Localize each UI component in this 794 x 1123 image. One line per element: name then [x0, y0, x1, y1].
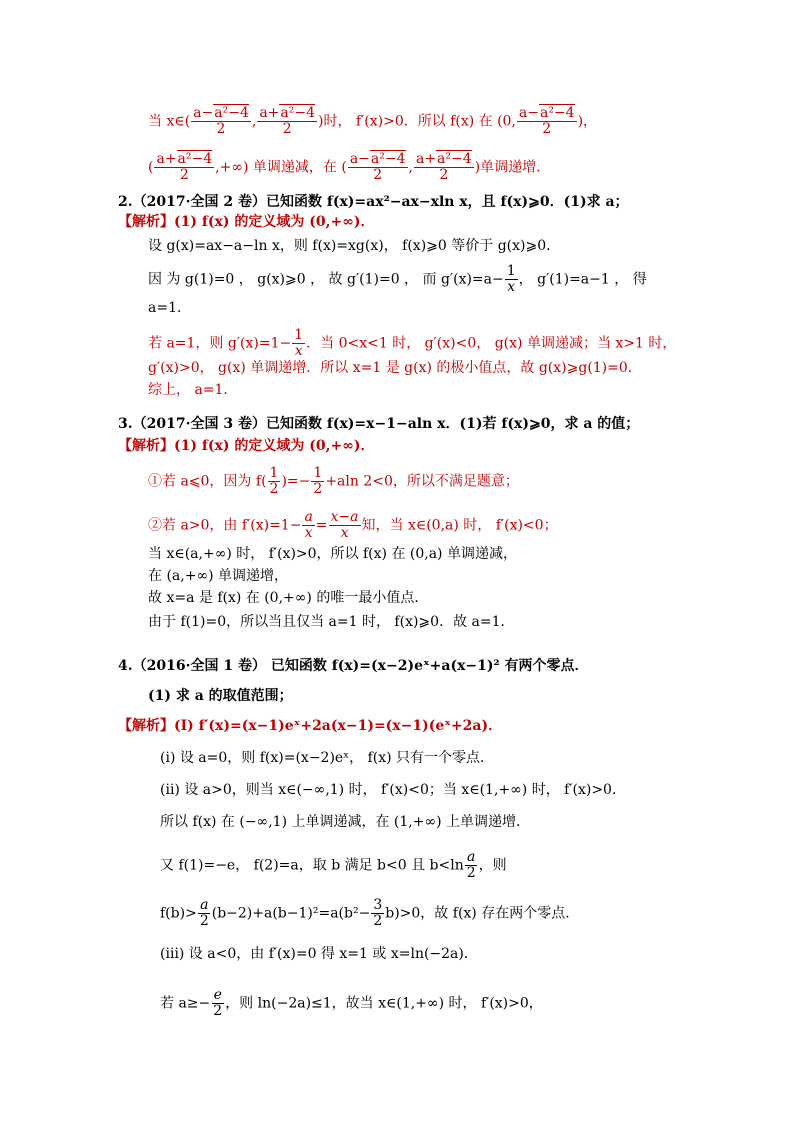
analysis-line: (ⅰ) 设 a=0，则 f(x)=(x−2)eˣ， f(x) 只有一个零点． [160, 750, 495, 766]
analysis-line: 故 x=a 是 f(x) 在 (0,+∞) 的唯一最小值点． [148, 590, 429, 606]
analysis-line: ②若 a>0，由 f′(x)=1− $\frac{a}{x}$ = $\frac{x-a}{x}$ 知，当 x∈(0,a) 时， f′(x)<0； [148, 509, 558, 541]
analysis-line: 当 x∈(a,+∞) 时， f′(x)>0，所以 f(x) 在 (0,a) 单调递减， [148, 546, 517, 562]
fraction: $\frac{\text{a+a²−4}}{2}$ [259, 105, 315, 137]
analysis-line: 【解析】(1) f(x) 的定义域为 (0,+∞)． [118, 438, 375, 454]
analysis-line: 【解析】(1) f(x) 的定义域为 (0,+∞)． [118, 214, 375, 230]
analysis-line: 设 g(x)=ax−a−ln x，则 f(x)=xg(x)， f(x)⩾0 等价于 g(x)⩾0． [148, 238, 561, 254]
problem-3-heading: 3.（2017·全国 3 卷）已知函数 f(x)=x−1−aln x．(1)若 f(x)⩾0，求 a 的值； [118, 416, 640, 432]
text-run: )单调递增． [474, 159, 551, 176]
fraction: $\frac{x-a}{x}$ [330, 509, 359, 541]
fraction: $\frac{e}{2}$ [213, 987, 223, 1019]
fraction: $\frac{3}{2}$ [373, 897, 383, 929]
analysis-line: a=1． [148, 300, 191, 316]
fraction: $\frac{1}{2}$ [313, 465, 323, 497]
text-run: )时， f′(x)>0．所以 f(x) 在 (0, [318, 113, 516, 130]
fraction: $\frac{a}{x}$ [304, 509, 313, 541]
fraction: $\frac{1}{2}$ [269, 465, 279, 497]
text-run: ( [148, 159, 154, 176]
fraction: $\frac{a}{2}$ [199, 897, 209, 929]
analysis-line: 所以 f(x) 在 (−∞,1) 上单调递减，在 (1,+∞) 上单调递增． [160, 814, 531, 830]
solution-line: 当 x∈( $\frac{\text{a−a²−4}}{2}$ , $\frac{\text{a+a²−4}}{2}$ )时， f′(x)>0．所以 f(x) 在 (0, $\frac{\text{a−a²−4}}{2}$ )， [148, 105, 598, 137]
fraction: $\frac{\text{a−a²−4}}{2}$ [349, 151, 406, 183]
fraction: $\frac{\text{a+a²−4}}{2}$ [415, 151, 472, 183]
fraction: $\frac{\text{a+a²−4}}{2}$ [156, 151, 213, 183]
analysis-line: 【解析】(Ⅰ) f′(x)=(x−1)eˣ+2a(x−1)=(x−1)(eˣ+2a)． [118, 718, 503, 734]
fraction: $\frac{\text{a−a²−4}}{2}$ [193, 105, 249, 137]
problem-4-heading: 4.（2016·全国 1 卷） 已知函数 f(x)=(x−2)eˣ+a(x−1)² 有两个零点． [118, 658, 589, 674]
analysis-line: (ⅱ) 设 a>0，则当 x∈(−∞,1) 时， f′(x)<0；当 x∈(1,+∞) 时， f′(x)>0． [160, 782, 626, 798]
analysis-line: 在 (a,+∞) 单调递增， [148, 568, 289, 584]
analysis-line: 若 a≥− $\frac{e}{2}$ ，则 ln(−2a)≤1，故当 x∈(1,+∞) 时， f′(x)>0， [160, 987, 543, 1019]
fraction: $\frac{\text{a−a²−4}}{2}$ [518, 105, 575, 137]
analysis-line: g′(x)>0， g(x) 单调递增．所以 x=1 是 g(x) 的极小值点，故 g(x)⩾g(1)=0． [148, 360, 642, 376]
solution-line: ( $\frac{\text{a+a²−4}}{2}$ ,+∞) 单调递减，在 ( $\frac{\text{a−a²−4}}{2}$ , $\frac{\text{a+a²−4}}{2}$ )单调递增． [148, 151, 551, 183]
analysis-line: f(b)> $\frac{a}{2}$ (b−2)+a(b−1)²=a(b²− $\frac{3}{2}$ b)>0，故 f(x) 存在两个零点． [160, 897, 580, 929]
fraction: $\frac{1}{x}$ [506, 263, 516, 295]
text-run: )， [577, 113, 598, 130]
problem-2-heading: 2.（2017·全国 2 卷）已知函数 f(x)=ax²−ax−xln x，且 f(x)⩾0．(1)求 a； [118, 194, 629, 210]
text-run: 当 x∈( [148, 113, 191, 130]
analysis-line: (ⅲ) 设 a<0，由 f′(x)=0 得 x=1 或 x=ln(−2a)． [160, 946, 478, 962]
fraction: $\frac{1}{x}$ [294, 327, 304, 359]
analysis-line: 若 a=1，则 g′(x)=1− $\frac{1}{x}$ ．当 0<x<1 时， g′(x)<0， g(x) 单调递减；当 x>1 时， [148, 327, 677, 359]
fraction: $\frac{a}{2}$ [466, 849, 476, 881]
analysis-line: 综上， a=1． [148, 382, 238, 398]
analysis-line: ①若 a⩽0，因为 f( $\frac{1}{2}$ )=− $\frac{1}{2}$ +aln 2<0，所以不满足题意； [148, 465, 519, 497]
problem-4-question: (1) 求 a 的取值范围； [148, 688, 293, 704]
text-run: ,+∞) 单调递减，在 ( [215, 159, 347, 176]
analysis-line: 由于 f(1)=0，所以当且仅当 a=1 时， f(x)⩾0．故 a=1． [148, 614, 515, 630]
analysis-line: 又 f(1)=−e， f(2)=a，取 b 满足 b<0 且 b<ln $\frac{a}{2}$ ，则 [160, 849, 507, 881]
analysis-line: 因 为 g(1)=0 ， g(x)⩾0 ， 故 g′(1)=0 ， 而 g′(x)=a− $\frac{1}{x}$ ， g′(1)=a−1 ， 得 [148, 263, 647, 295]
